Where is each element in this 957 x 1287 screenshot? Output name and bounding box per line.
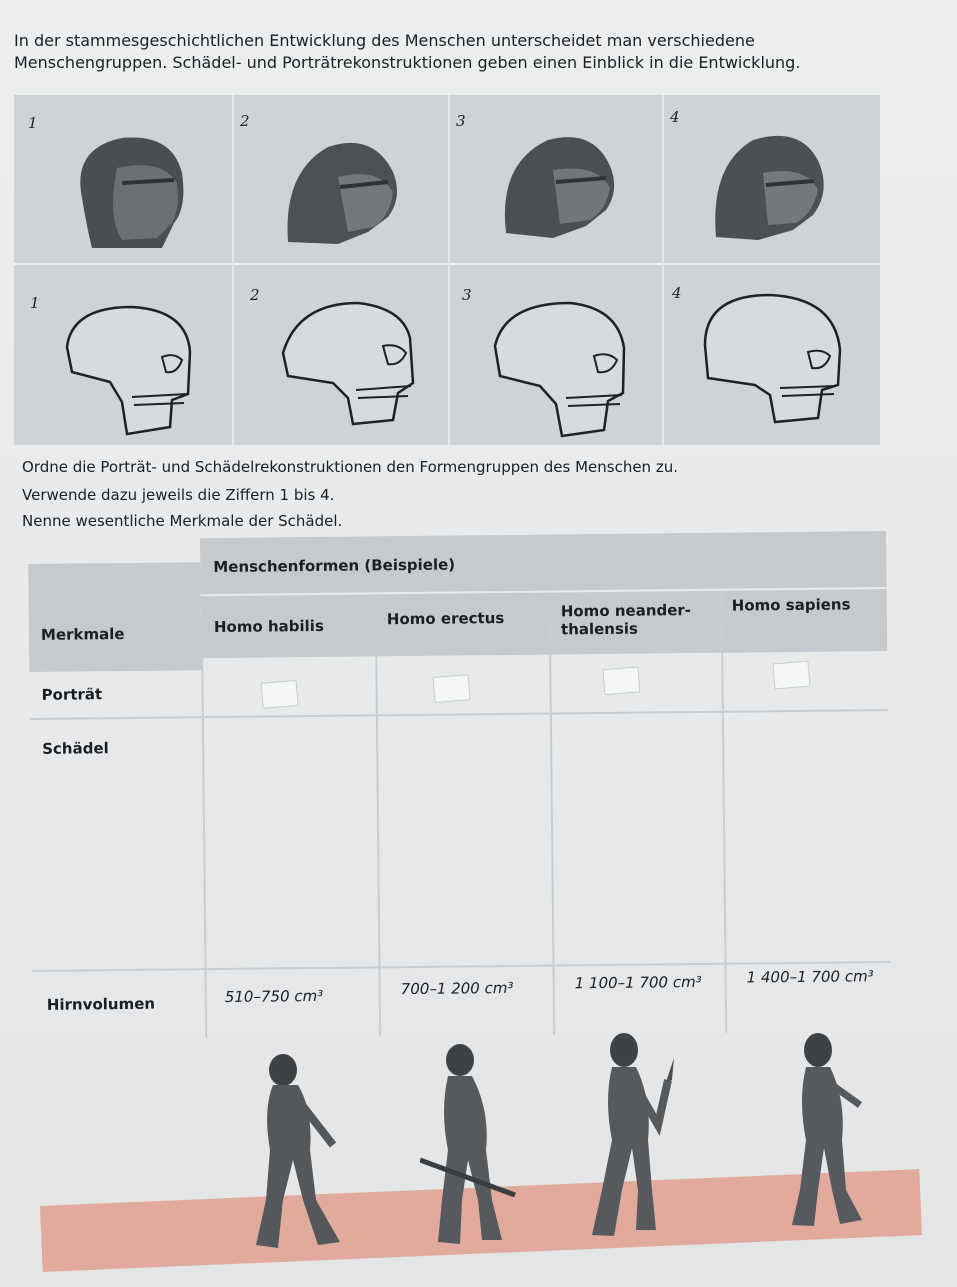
table-grid-line	[375, 594, 382, 1036]
row-label-brain-volume: Hirnvolumen	[46, 994, 156, 1014]
column-homo-neanderthalensis	[561, 601, 692, 638]
task-features: Nenne wesentliche Merkmale der Schädel.	[22, 512, 343, 530]
portrait-number-3: 3	[456, 112, 466, 130]
portrait-answer-box-sapiens[interactable]	[772, 661, 810, 690]
walking-figure-neanderthalensis	[588, 1030, 688, 1240]
portrait-head-4-image	[708, 125, 833, 245]
table-grid-line	[721, 591, 728, 1033]
portrait-head-3-image	[498, 128, 623, 243]
portrait-head-1-image	[62, 128, 192, 253]
walking-figure-sapiens	[780, 1030, 870, 1230]
column-homo-erectus: Homo erectus	[386, 609, 505, 629]
column-neander-line2: thalensis	[560, 619, 639, 639]
intro-line-1: In der stammesgeschichtlichen Entwicklung des Menschen unterscheidet man verschiedene	[14, 31, 755, 50]
panel-col-divider	[662, 95, 664, 445]
table-grid-line	[549, 593, 556, 1035]
column-neander-line1: Homo neander-	[560, 601, 692, 621]
portrait-number-2: 2	[240, 112, 250, 130]
walking-figure-habilis	[248, 1050, 348, 1255]
panel-col-divider	[232, 95, 234, 445]
brain-volume-neanderthalensis: 1 100–1 700 cm³	[574, 972, 702, 993]
task-digits: Verwende dazu jeweils die Ziffern 1 bis 4.	[22, 486, 335, 504]
panel-col-divider	[448, 95, 450, 445]
brain-volume-habilis: 510–750 cm³	[224, 986, 324, 1006]
intro-line-2: Menschengruppen. Schädel- und Porträtrekonstruktionen geben einen Einblick in die Entwicklung.	[14, 53, 801, 72]
skull-4-image	[700, 290, 845, 430]
portrait-answer-box-habilis[interactable]	[261, 680, 299, 709]
portrait-head-2-image	[278, 132, 408, 252]
column-homo-sapiens: Homo sapiens	[731, 595, 851, 615]
task-assign: Ordne die Porträt- und Schädelrekonstruktionen den Formengruppen des Menschen zu.	[22, 458, 678, 476]
column-homo-habilis: Homo habilis	[213, 616, 324, 637]
skull-1-image	[62, 302, 202, 442]
walking-figure-erectus	[420, 1040, 520, 1250]
portrait-answer-box-neanderthalensis[interactable]	[603, 666, 641, 695]
comparison-table	[28, 531, 913, 1040]
brain-volume-erectus: 700–1 200 cm³	[400, 978, 514, 999]
row-label-portrait: Porträt	[41, 685, 103, 704]
row-header-merkmale: Merkmale	[40, 624, 125, 644]
row-label-skull: Schädel	[42, 739, 109, 758]
row-header-cell	[28, 562, 201, 672]
skull-number-1: 1	[30, 294, 40, 312]
group-header: Menschenformen (Beispiele)	[213, 555, 456, 577]
portrait-number-1: 1	[28, 114, 38, 132]
skull-number-3: 3	[462, 286, 472, 304]
skull-number-2: 2	[250, 286, 260, 304]
brain-volume-sapiens: 1 400–1 700 cm³	[746, 967, 874, 987]
skull-3-image	[490, 298, 635, 438]
skull-number-4: 4	[672, 284, 682, 302]
portrait-answer-box-erectus[interactable]	[433, 674, 471, 703]
skull-2-image	[278, 298, 423, 428]
panel-row-divider	[14, 263, 880, 265]
table-grid-line	[30, 709, 888, 720]
portrait-number-4: 4	[670, 108, 680, 126]
intro-text	[14, 30, 914, 74]
